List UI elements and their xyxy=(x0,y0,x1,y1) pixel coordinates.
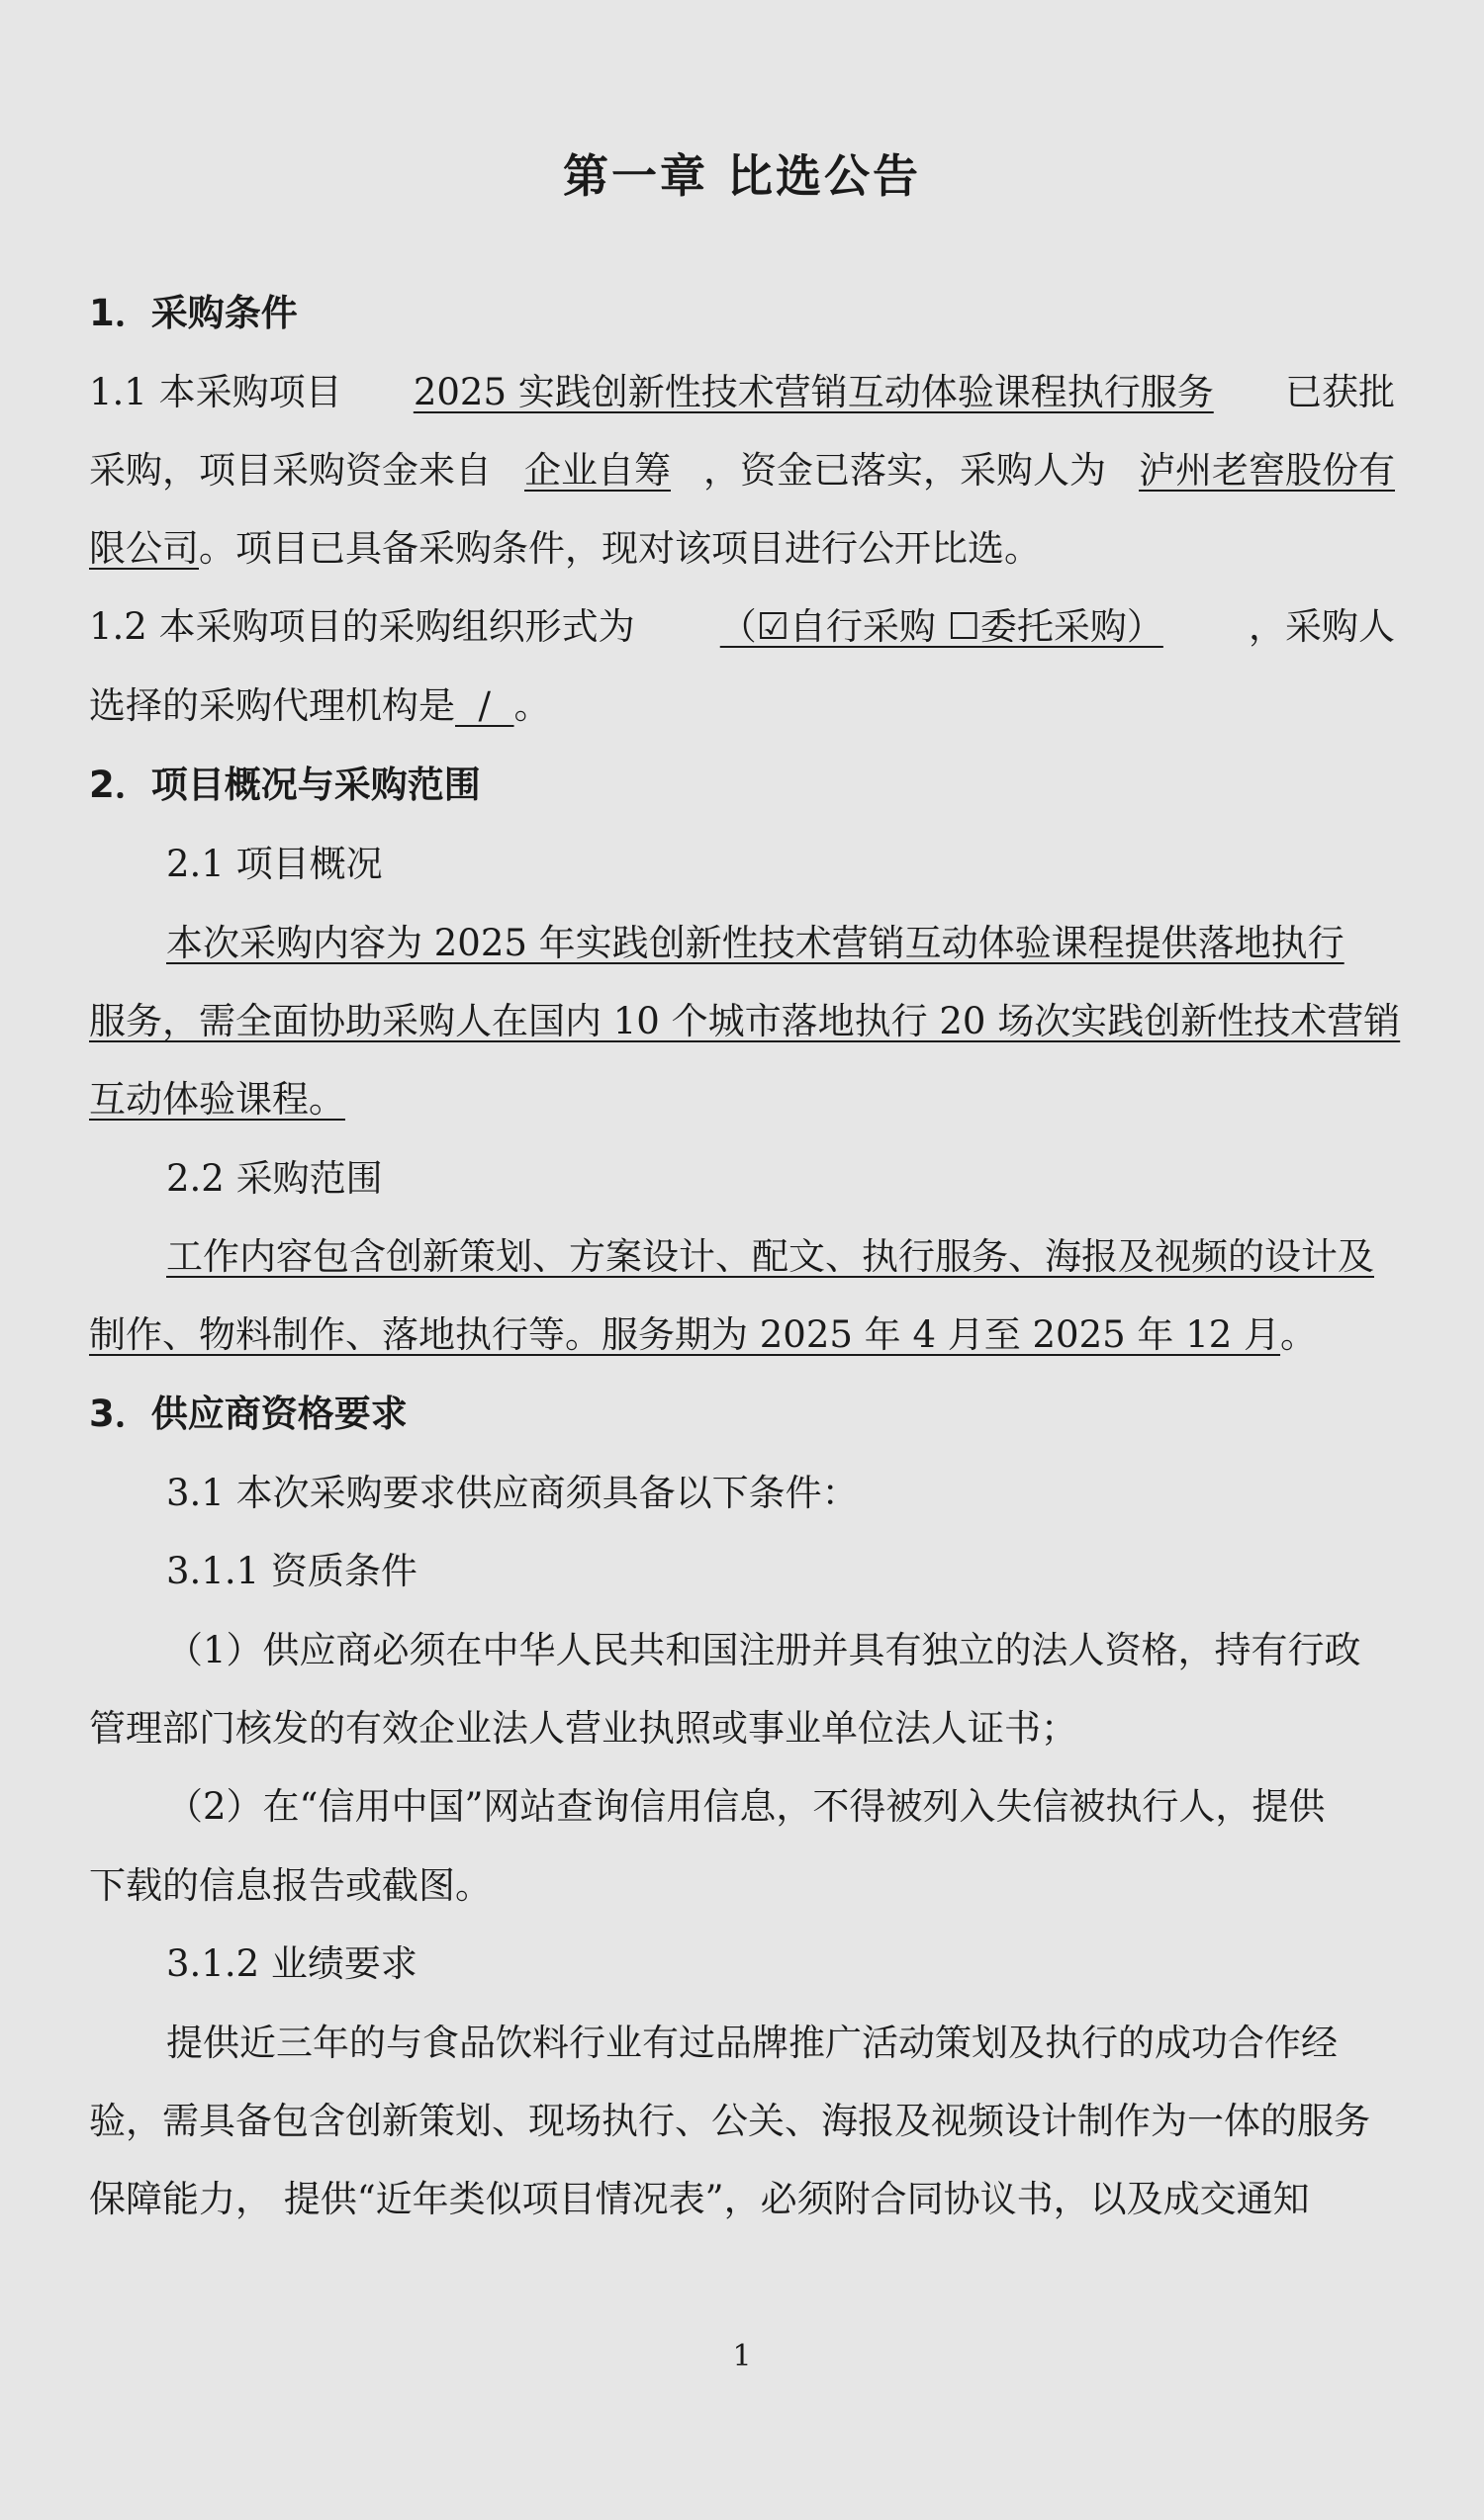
procurement-form: （☑自行采购 ☐委托采购） xyxy=(719,605,1163,648)
text: 。 xyxy=(1280,1313,1318,1356)
purchaser-name-cont: 限公司 xyxy=(89,527,199,570)
section-2-heading: 2．项目概况与采购范围 xyxy=(89,764,481,806)
text: 制作、物料制作、落地执行等。服务期为 2025 年 4 月至 2025 年 12 月 xyxy=(89,1313,1281,1356)
para-2-1-line-3: 互动体验课程。 xyxy=(89,1078,345,1121)
agency-name: / xyxy=(455,684,514,727)
section-1-heading: 1．采购条件 xyxy=(89,292,298,334)
para-1-1-line-3 xyxy=(89,527,1041,570)
para-3-1-2-line-2: 验，需具备包含创新策划、现场执行、公关、海报及视频设计制作为一体的服务 xyxy=(89,2100,1370,2142)
subsection-2-1: 2.1 项目概况 xyxy=(166,843,383,885)
text: ，采购人 xyxy=(1249,605,1395,648)
para-2-1-line-2: 服务，需全面协助采购人在国内 10 个城市落地执行 20 场次实践创新性技术营销 xyxy=(89,1000,1401,1042)
text: 已获批 xyxy=(1284,371,1395,413)
para-3-1-1-1-line-2: 管理部门核发的有效企业法人营业执照或事业单位法人证书； xyxy=(89,1707,1077,1750)
project-name: 2025 实践创新性技术营销互动体验课程执行服务 xyxy=(413,371,1214,413)
page-number: 1 xyxy=(732,2339,752,2374)
para-3-1-2-line-1: 提供近三年的与食品饮料行业有过品牌推广活动策划及执行的成功合作经 xyxy=(166,2022,1338,2064)
text: 1.2 本采购项目的采购组织形式为 xyxy=(89,605,635,648)
page-title: 第一章 比选公告 xyxy=(562,149,921,203)
text: 采购，项目采购资金来自 xyxy=(89,449,492,492)
para-1-2-line-1 xyxy=(89,605,1395,648)
section-3-heading: 3．供应商资格要求 xyxy=(89,1393,408,1435)
funding-source: 企业自筹 xyxy=(524,449,671,492)
para-1-1-line-1 xyxy=(89,371,1395,413)
subsection-3-1-2: 3.1.2 业绩要求 xyxy=(166,1942,417,1985)
text: ，资金已落实，采购人为 xyxy=(703,449,1106,492)
text: 。项目已具备采购条件，现对该项目进行公开比选。 xyxy=(199,527,1041,570)
para-3-1-1-1-line-1: （1）供应商必须在中华人民共和国注册并具有独立的法人资格，持有行政 xyxy=(166,1629,1361,1671)
para-1-2-line-2 xyxy=(89,684,551,727)
para-2-1-line-1: 本次采购内容为 2025 年实践创新性技术营销互动体验课程提供落地执行 xyxy=(166,922,1345,964)
text: 。 xyxy=(513,684,551,727)
para-2-2-line-1: 工作内容包含创新策划、方案设计、配文、执行服务、海报及视频的设计及 xyxy=(166,1235,1374,1278)
subsection-2-2: 2.2 采购范围 xyxy=(166,1157,383,1200)
para-3-1-1-2-line-1: （2）在“信用中国”网站查询信用信息，不得被列入失信被执行人，提供 xyxy=(166,1785,1326,1828)
para-2-2-line-2 xyxy=(89,1313,1318,1356)
purchaser-name: 泸州老窖股份有 xyxy=(1139,449,1395,492)
para-3-1-2-line-3: 保障能力， 提供“近年类似项目情况表”，必须附合同协议书，以及成交通知 xyxy=(89,2178,1310,2220)
para-3-1-1-2-line-2: 下载的信息报告或截图。 xyxy=(89,1864,492,1907)
para-1-1-line-2 xyxy=(89,449,1395,492)
text: 1.1 本采购项目 xyxy=(89,371,342,413)
text: 选择的采购代理机构是 xyxy=(89,684,455,727)
subsection-3-1-1: 3.1.1 资质条件 xyxy=(166,1550,417,1592)
para-3-1: 3.1 本次采购要求供应商须具备以下条件： xyxy=(166,1472,859,1514)
